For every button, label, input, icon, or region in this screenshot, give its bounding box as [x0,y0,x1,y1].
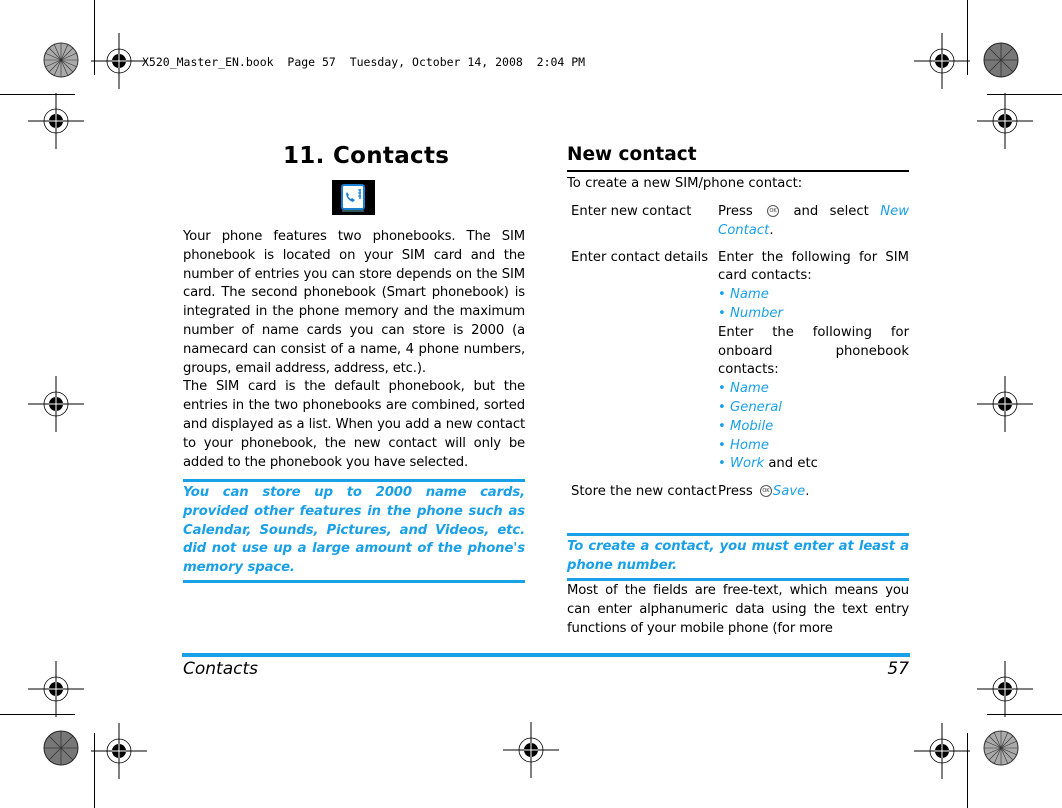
step-description: Press OK Save. [718,484,810,500]
steps-table [571,203,909,511]
paragraph: Most of the fields are free-text, which means you can enter alphanumeric data using the text entry functions of your mobile phone (for more [567,583,909,636]
section-title: New contact [567,144,697,165]
footer-section-name: Contacts [183,659,258,679]
step-description: Press OK and select New Contact. [718,204,909,238]
note-box [183,479,525,583]
field-bullet: • Number [718,305,783,321]
field-bullet: • Work and etc [718,456,818,472]
page-number: 57 [887,659,909,679]
chapter-intro [183,228,525,472]
step-label: Enter contact details [571,249,709,265]
field-bullet: • Mobile [718,418,774,434]
field-bullet: • General [718,399,782,415]
field-bullet: • Name [718,381,769,397]
menu-option-new-contact: New Contact [718,204,909,238]
step-row [571,203,909,241]
step-label: Enter new contact [571,204,692,219]
field-bullet: • Name [718,287,769,303]
step-label: Store the new contact [571,484,717,500]
step-row [571,483,909,502]
ok-key-icon: OK [760,485,772,497]
note-box [567,533,909,581]
section-divider [567,170,909,172]
paragraph: Your phone features two phonebooks. The SIM phonebook is located on your SIM card and the number of entries you can store depends on the SIM card. The second phonebook (Smart phonebook) is integrated in the phone memory and the maximum number of name cards you can store is 2000 (a namecard can consist of a name, 4 phone numbers, groups, email address, address, etc.). [183,229,525,376]
field-bullet: • Home [718,437,769,453]
print-header: X520_Master_EN.book Page 57 Tuesday, October 14, 2008 2:04 PM [142,55,586,69]
step-row [571,249,909,475]
ok-key-icon: OK [767,205,779,217]
paragraph: The SIM card is the default phonebook, but the entries in the two phonebooks are combined, sorted and displayed as a list. When you add a new contact to your phonebook, the new contact will only be added to the phonebook you have selected. [183,379,525,470]
section-intro: To create a new SIM/phone contact: [567,176,803,191]
contacts-phonebook-icon [332,180,375,215]
note-text: To create a contact, you must enter at least a phone number. [567,539,909,573]
footer-divider [182,653,910,657]
step-description: Enter the following for SIM card contacts: • Name • Number Enter the following for onboard phonebook contacts: • Name • General • Mobile • Home • Work and etc [718,249,909,475]
menu-option-save: Save [772,484,806,500]
note-text: You can store up to 2000 name cards, provided other features in the phone such as Calendar, Sounds, Pictures, and Videos, etc. did not use up a large amount of the phone's memory space. [183,485,525,576]
chapter-title: 11. Contacts [283,143,450,169]
